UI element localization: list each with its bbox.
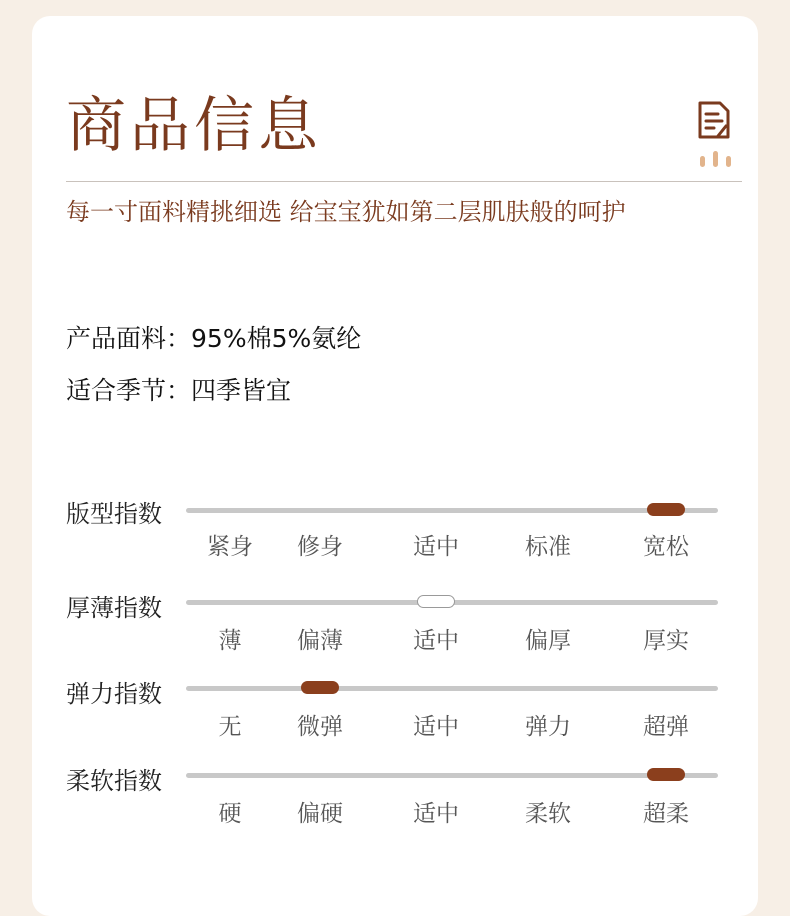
bars-icon [698,150,734,168]
index-label: 版型指数 [66,500,162,528]
index-track [186,508,718,513]
tick-label: 薄 [218,628,242,654]
page-title: 商品信息 [66,91,322,161]
tick-label: 适中 [413,801,459,827]
index-label: 厚薄指数 [66,594,162,622]
index-thumb[interactable] [647,768,685,781]
tick-label: 适中 [413,534,459,560]
document-icon [696,100,732,140]
tick-label: 柔软 [525,801,571,827]
tick-label: 微弹 [297,714,343,740]
index-row-elasticity [66,677,726,747]
tick-label: 紧身 [207,534,253,560]
tick-label: 修身 [297,534,343,560]
index-row-fit [66,497,726,567]
subtitle: 每一寸面料精挑细选 给宝宝犹如第二层肌肤般的呵护 [66,198,626,226]
spec-season-label: 适合季节： [66,376,192,405]
tick-label: 宽松 [643,534,689,560]
title-divider [66,181,742,182]
tick-label: 厚实 [643,628,689,654]
index-thumb[interactable] [417,595,455,608]
index-track [186,773,718,778]
tick-label: 适中 [413,628,459,654]
tick-label: 硬 [218,801,242,827]
spec-fabric-label: 产品面料： [66,324,192,353]
index-label: 柔软指数 [66,767,162,795]
tick-label: 超柔 [643,801,689,827]
tick-label: 超弹 [643,714,689,740]
index-thumb[interactable] [301,681,339,694]
index-thumb[interactable] [647,503,685,516]
spec-fabric [66,321,361,357]
tick-label: 适中 [413,714,459,740]
spec-fabric-value: 95%棉5%氨纶 [191,324,362,353]
tick-label: 标准 [525,534,571,560]
tick-label: 偏硬 [297,801,343,827]
tick-label: 无 [218,714,242,740]
tick-label: 偏厚 [525,628,571,654]
spec-season-value: 四季皆宜 [191,376,292,405]
index-label: 弹力指数 [66,680,162,708]
tick-label: 偏薄 [297,628,343,654]
index-track [186,686,718,691]
spec-season [66,373,291,409]
index-row-thickness [66,591,726,661]
index-row-softness [66,764,726,834]
tick-label: 弹力 [525,714,571,740]
index-track [186,600,718,605]
